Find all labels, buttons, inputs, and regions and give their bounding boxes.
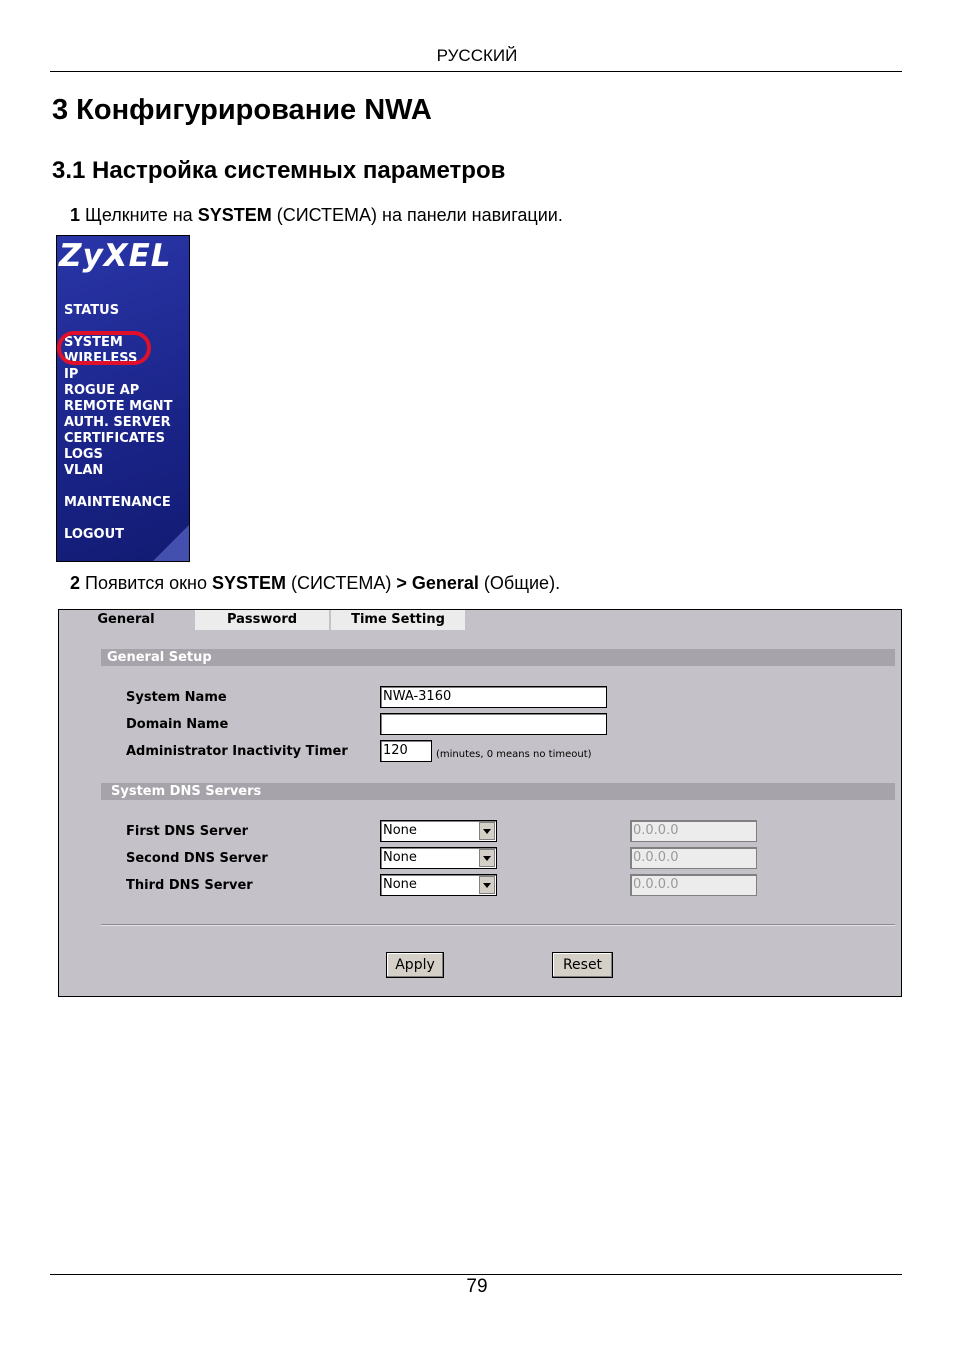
- nav-corner-decoration: [153, 525, 189, 561]
- system-general-panel: [58, 609, 902, 997]
- nav-item-logs[interactable]: LOGS: [64, 447, 103, 462]
- nav-item-rogue-ap[interactable]: ROGUE AP: [64, 383, 140, 398]
- tab-time-setting[interactable]: Time Setting: [331, 610, 465, 630]
- section-title: 3.1 Настройка системных параметров: [52, 157, 506, 184]
- step-keyword: SYSTEM: [211, 573, 286, 593]
- second-dns-select[interactable]: [380, 847, 497, 869]
- nav-item-maintenance[interactable]: MAINTENANCE: [64, 495, 171, 510]
- nav-item-certificates[interactable]: CERTIFICATES: [64, 431, 165, 446]
- third-dns-select[interactable]: [380, 874, 497, 896]
- select-value: None: [383, 877, 417, 892]
- domain-name-label: Domain Name: [126, 717, 229, 732]
- timer-hint: (minutes, 0 means no timeout): [436, 749, 592, 760]
- page-number: 79: [466, 1276, 488, 1297]
- navigation-panel: [56, 235, 190, 562]
- inactivity-timer-input[interactable]: 120: [380, 740, 432, 762]
- select-value: None: [383, 850, 417, 865]
- step-text: Появится окно: [80, 573, 212, 593]
- nav-item-vlan[interactable]: VLAN: [64, 463, 104, 478]
- step-text: (СИСТЕМА) на панели навигации.: [271, 205, 563, 225]
- language-header: РУССКИЙ: [436, 46, 518, 65]
- dropdown-arrow-icon[interactable]: [479, 876, 495, 894]
- nav-item-system[interactable]: SYSTEM: [64, 335, 123, 350]
- select-value: None: [383, 823, 417, 838]
- reset-button[interactable]: Reset: [552, 952, 613, 978]
- nav-item-auth-server[interactable]: AUTH. SERVER: [64, 415, 171, 430]
- step-text: Щелкните на: [80, 205, 198, 225]
- system-name-label: System Name: [126, 690, 227, 705]
- step-text: (Общие).: [478, 573, 561, 593]
- nav-item-wireless[interactable]: WIRELESS: [64, 351, 138, 366]
- second-dns-ip-input[interactable]: 0.0.0.0: [630, 847, 757, 869]
- zyxel-logo: ZyXEL: [59, 238, 172, 274]
- step-keyword: General: [411, 573, 479, 593]
- header-rule: [50, 71, 902, 72]
- step-text: (СИСТЕМА): [285, 573, 397, 593]
- highlight-circle: [57, 331, 151, 365]
- dns-servers-heading: System DNS Servers: [101, 783, 895, 800]
- third-dns-label: Third DNS Server: [126, 878, 253, 893]
- step-keyword: >: [396, 573, 412, 593]
- apply-button[interactable]: Apply: [386, 952, 444, 978]
- first-dns-ip-input[interactable]: 0.0.0.0: [630, 820, 757, 842]
- general-setup-heading: General Setup: [101, 649, 895, 666]
- footer-rule: [50, 1274, 902, 1275]
- third-dns-ip-input[interactable]: 0.0.0.0: [630, 874, 757, 896]
- dropdown-arrow-icon[interactable]: [479, 822, 495, 840]
- nav-item-remote-mgnt[interactable]: REMOTE MGNT: [64, 399, 173, 414]
- dropdown-arrow-icon[interactable]: [479, 849, 495, 867]
- step-number: 2: [70, 573, 81, 593]
- second-dns-label: Second DNS Server: [126, 851, 268, 866]
- nav-item-logout[interactable]: LOGOUT: [64, 527, 125, 542]
- nav-item-ip[interactable]: IP: [64, 367, 79, 382]
- inactivity-timer-label: Administrator Inactivity Timer: [126, 744, 348, 759]
- separator-highlight: [101, 925, 895, 926]
- tab-password[interactable]: Password: [195, 610, 329, 630]
- system-name-input[interactable]: NWA-3160: [380, 686, 607, 708]
- step-2: [70, 573, 560, 594]
- step-keyword: SYSTEM: [197, 205, 272, 225]
- tab-general[interactable]: General: [59, 610, 193, 630]
- first-dns-select[interactable]: [380, 820, 497, 842]
- nav-item-status[interactable]: STATUS: [64, 303, 120, 318]
- step-number: 1: [70, 205, 81, 225]
- chapter-title: 3 Конфигурирование NWA: [52, 94, 432, 126]
- first-dns-label: First DNS Server: [126, 824, 249, 839]
- domain-name-input[interactable]: [380, 713, 607, 735]
- step-1: [70, 205, 563, 226]
